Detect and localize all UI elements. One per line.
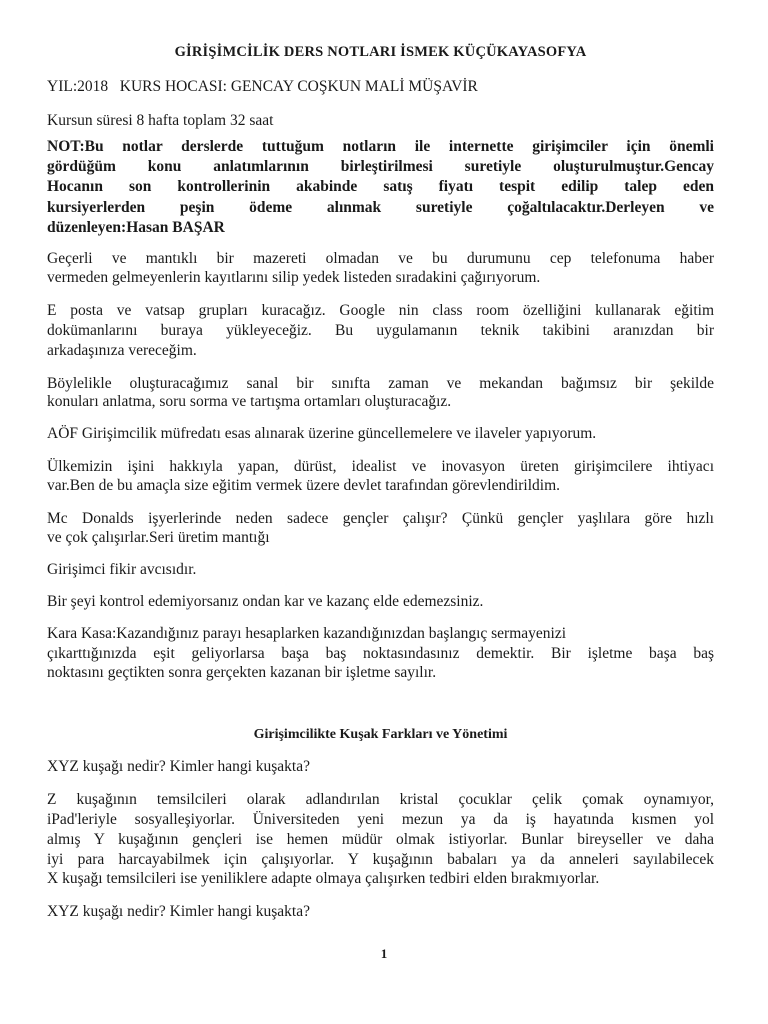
text-line: Girişimci fikir avcısıdır. (47, 561, 197, 578)
text-line: X kuşağı temsilcileri ise yeniliklere adapte olmaya çalışırken tedbiri elden bırakmıyorlar. (47, 870, 600, 887)
text-line: iPad'leriyle sosyalleşiyorlar. Üniversiteden yeni mezun ya da iş hayatında kısmen yol (47, 811, 714, 828)
text-line: düzenleyen:Hasan BAŞAR (47, 219, 225, 236)
text-line: NOT:Bu notlar derslerde tuttuğum notların ile internette girişimciler için önemli (47, 138, 714, 155)
text-line: çıkarttığınızda eşit geliyorlarsa başa baş noktasındasınız demektir. Bir işletme başa baş (47, 645, 714, 662)
text-line: iyi para harcayabilmek için çalışıyorlar. Y kuşağının babaları ya da anneleri sayılabilecek (47, 851, 714, 868)
text-line: Böylelikle oluşturacağımız sanal bir sınıfta zaman ve mekandan bağımsız bir şekilde (47, 375, 714, 392)
text-line: Bir şeyi kontrol edemiyorsanız ondan kar ve kazanç elde edemezsiniz. (47, 593, 484, 610)
document-title: GİRİŞİMCİLİK DERS NOTLARI İSMEK KÜÇÜKAYASOFYA (174, 44, 587, 60)
text-line: noktasını geçtikten sonra gerçekten kazanan bir işletme sayılır. (47, 664, 437, 681)
text-line: gördüğüm konu anlatımlarının birleştirilmesi suretiyle oluşturulmuştur.Gencay (47, 158, 714, 175)
text-line: E posta ve vatsap grupları kuracağız. Google nin class room özelliğini kullanarak eğitim (47, 302, 714, 319)
text-line: vermeden gelmeyenlerin kayıtlarını silip yedek listeden sıradakini çağırıyorum. (47, 269, 541, 286)
section-question: XYZ kuşağı nedir? Kimler hangi kuşakta? (47, 758, 310, 775)
text-line: kursiyerlerden peşin ödeme alınmak suretiyle çoğaltılacaktır.Derleyen ve (47, 199, 714, 216)
text-line: Z kuşağının temsilcileri olarak adlandırılan kristal çocuklar çelik çomak oynamıyor, (47, 791, 714, 808)
text-line: Hocanın son kontrollerinin akabinde satış fiyatı tespit edilip talep eden (47, 178, 714, 195)
section-question-repeat: XYZ kuşağı nedir? Kimler hangi kuşakta? (47, 903, 310, 920)
text-line: dokümanlarını buraya yükleyeceğiz. Bu uygulamanın teknik takibini aranızdan bir (47, 322, 714, 339)
page-number: 1 (380, 946, 388, 961)
text-line: var.Ben de bu amaçla size eğitim vermek üzere devlet tarafından görevlendirildim. (47, 477, 561, 494)
text-line: Geçerli ve mantıklı bir mazereti olmadan ve bu durumunu cep telefonuma haber (47, 250, 714, 267)
course-meta: YIL:2018 KURS HOCASI: GENCAY COŞKUN MALİ MÜŞAVİR (47, 78, 478, 95)
text-line: almış Y kuşağının gençleri ise hemen müdür olmak istiyorlar. Bunlar bireyseller ve daha (47, 831, 714, 848)
text-line: ve çok çalışırlar.Seri üretim mantığı (47, 529, 270, 546)
text-line: Kara Kasa:Kazandığınız parayı hesaplarken kazandığınızdan başlangıç sermayenizi (47, 625, 567, 642)
text-line: Ülkemizin işini hakkıyla yapan, dürüst, idealist ve inovasyon üreten girişimcilere ihtiyacı (47, 458, 714, 475)
course-duration: Kursun süresi 8 hafta toplam 32 saat (47, 112, 274, 129)
text-line: konuları anlatma, soru sorma ve tartışma ortamları oluşturacağız. (47, 393, 452, 410)
text-line: AÖF Girişimcilik müfredatı esas alınarak üzerine güncellemelere ve ilaveler yapıyorum. (47, 425, 597, 442)
text-line: Mc Donalds işyerlerinde neden sadece gençler çalışır? Çünkü gençler yaşlılara göre hızlı (47, 510, 714, 527)
text-line: arkadaşınıza vereceğim. (47, 342, 197, 359)
section-heading: Girişimcilikte Kuşak Farkları ve Yönetimi (253, 727, 508, 742)
